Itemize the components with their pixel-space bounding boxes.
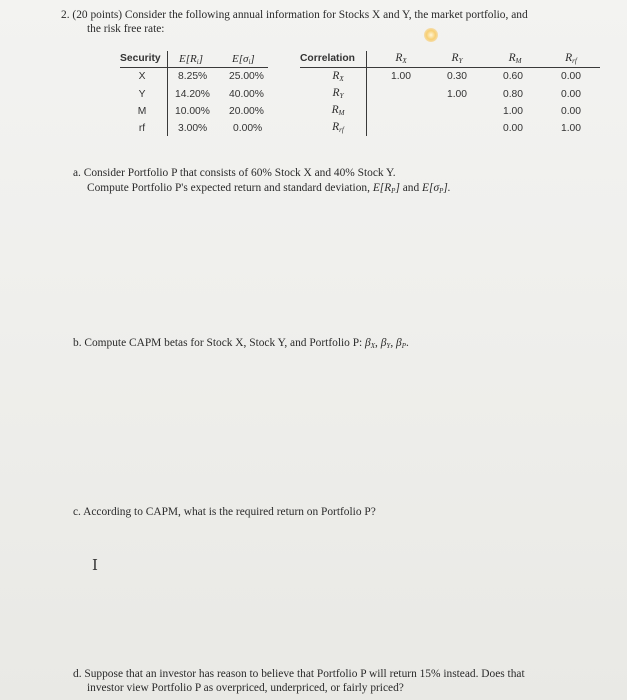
stats-row-er: 3.00% [178, 123, 208, 134]
stats-column-divider [167, 51, 168, 136]
stats-row-esigma: 40.00% [229, 89, 264, 100]
question-number: 2. [61, 9, 70, 21]
stats-row-security: Y [138, 89, 146, 100]
corr-cell: 0.00 [560, 71, 582, 82]
stats-row-security: M [137, 106, 147, 117]
stats-row-esigma: 0.00% [233, 123, 263, 134]
stats-row-er: 14.20% [175, 89, 210, 100]
corr-col-header-m: $R_M$ [508, 52, 522, 65]
corr-header-rule [300, 67, 600, 68]
part-d-line2: investor view Portfolio P as overpriced, underpriced, or fairly priced? [87, 682, 404, 694]
corr-cell: 0.30 [446, 71, 468, 82]
corr-cell: 0.00 [502, 123, 524, 134]
stats-row-esigma: 25.00% [229, 71, 264, 82]
part-c: c. According to CAPM, what is the required return on Portfolio P? [73, 506, 376, 518]
part-d-line1: d. Suppose that an investor has reason to believe that Portfolio P will return 15% instead. Does that [73, 668, 525, 680]
corr-row-label-m: $R_M$ [331, 104, 345, 117]
corr-header-corner: Correlation [300, 53, 355, 64]
corr-cell: 1.00 [390, 71, 412, 82]
stats-row-security: rf [138, 123, 146, 134]
corr-cell: 1.00 [502, 106, 524, 117]
corr-column-divider [366, 51, 367, 136]
corr-col-header-y: $R_Y$ [451, 52, 463, 65]
stats-header-rule [120, 67, 268, 68]
part-a-line2: Compute Portfolio P's expected return and standard deviation, $E[R_P]$ and $E[\sigma_P]$. [87, 182, 451, 195]
light-glare [424, 28, 438, 42]
stats-row-er: 10.00% [175, 106, 210, 117]
corr-col-header-rf: $R_{rf}$ [565, 52, 577, 65]
corr-cell: 0.80 [502, 89, 524, 100]
corr-cell: 1.00 [560, 123, 582, 134]
corr-row-label-rf: $R_{rf}$ [332, 121, 344, 134]
part-b: b. Compute CAPM betas for Stock X, Stock Y, and Portfolio P: $\beta_X$, $\beta_Y$, $\beta_P$. [73, 337, 409, 350]
stats-row-er: 8.25% [178, 71, 208, 82]
question-intro-line1: (20 points) Consider the following annual information for Stocks X and Y, the market portfolio, and [72, 9, 528, 21]
stats-header-er: $E[R_i]$ [179, 53, 203, 66]
corr-cell: 0.00 [560, 89, 582, 100]
corr-cell: 1.00 [446, 89, 468, 100]
stats-row-security: X [138, 71, 146, 82]
correlation-table [300, 50, 600, 140]
part-a-line1: a. Consider Portfolio P that consists of 60% Stock X and 40% Stock Y. [73, 167, 396, 179]
corr-col-header-x: $R_X$ [395, 52, 407, 65]
stats-row-esigma: 20.00% [229, 106, 264, 117]
corr-cell: 0.00 [560, 106, 582, 117]
stats-header-security: Security [120, 53, 161, 64]
stats-table [112, 50, 282, 140]
corr-row-label-x: $R_X$ [332, 70, 344, 83]
question-intro-line2: the risk free rate: [87, 23, 165, 35]
corr-row-label-y: $R_Y$ [332, 87, 344, 100]
corr-cell: 0.60 [502, 71, 524, 82]
question-header [61, 8, 621, 22]
stats-header-esigma: $E[\sigma_i]$ [232, 53, 255, 66]
text-cursor-icon: I [92, 556, 98, 574]
